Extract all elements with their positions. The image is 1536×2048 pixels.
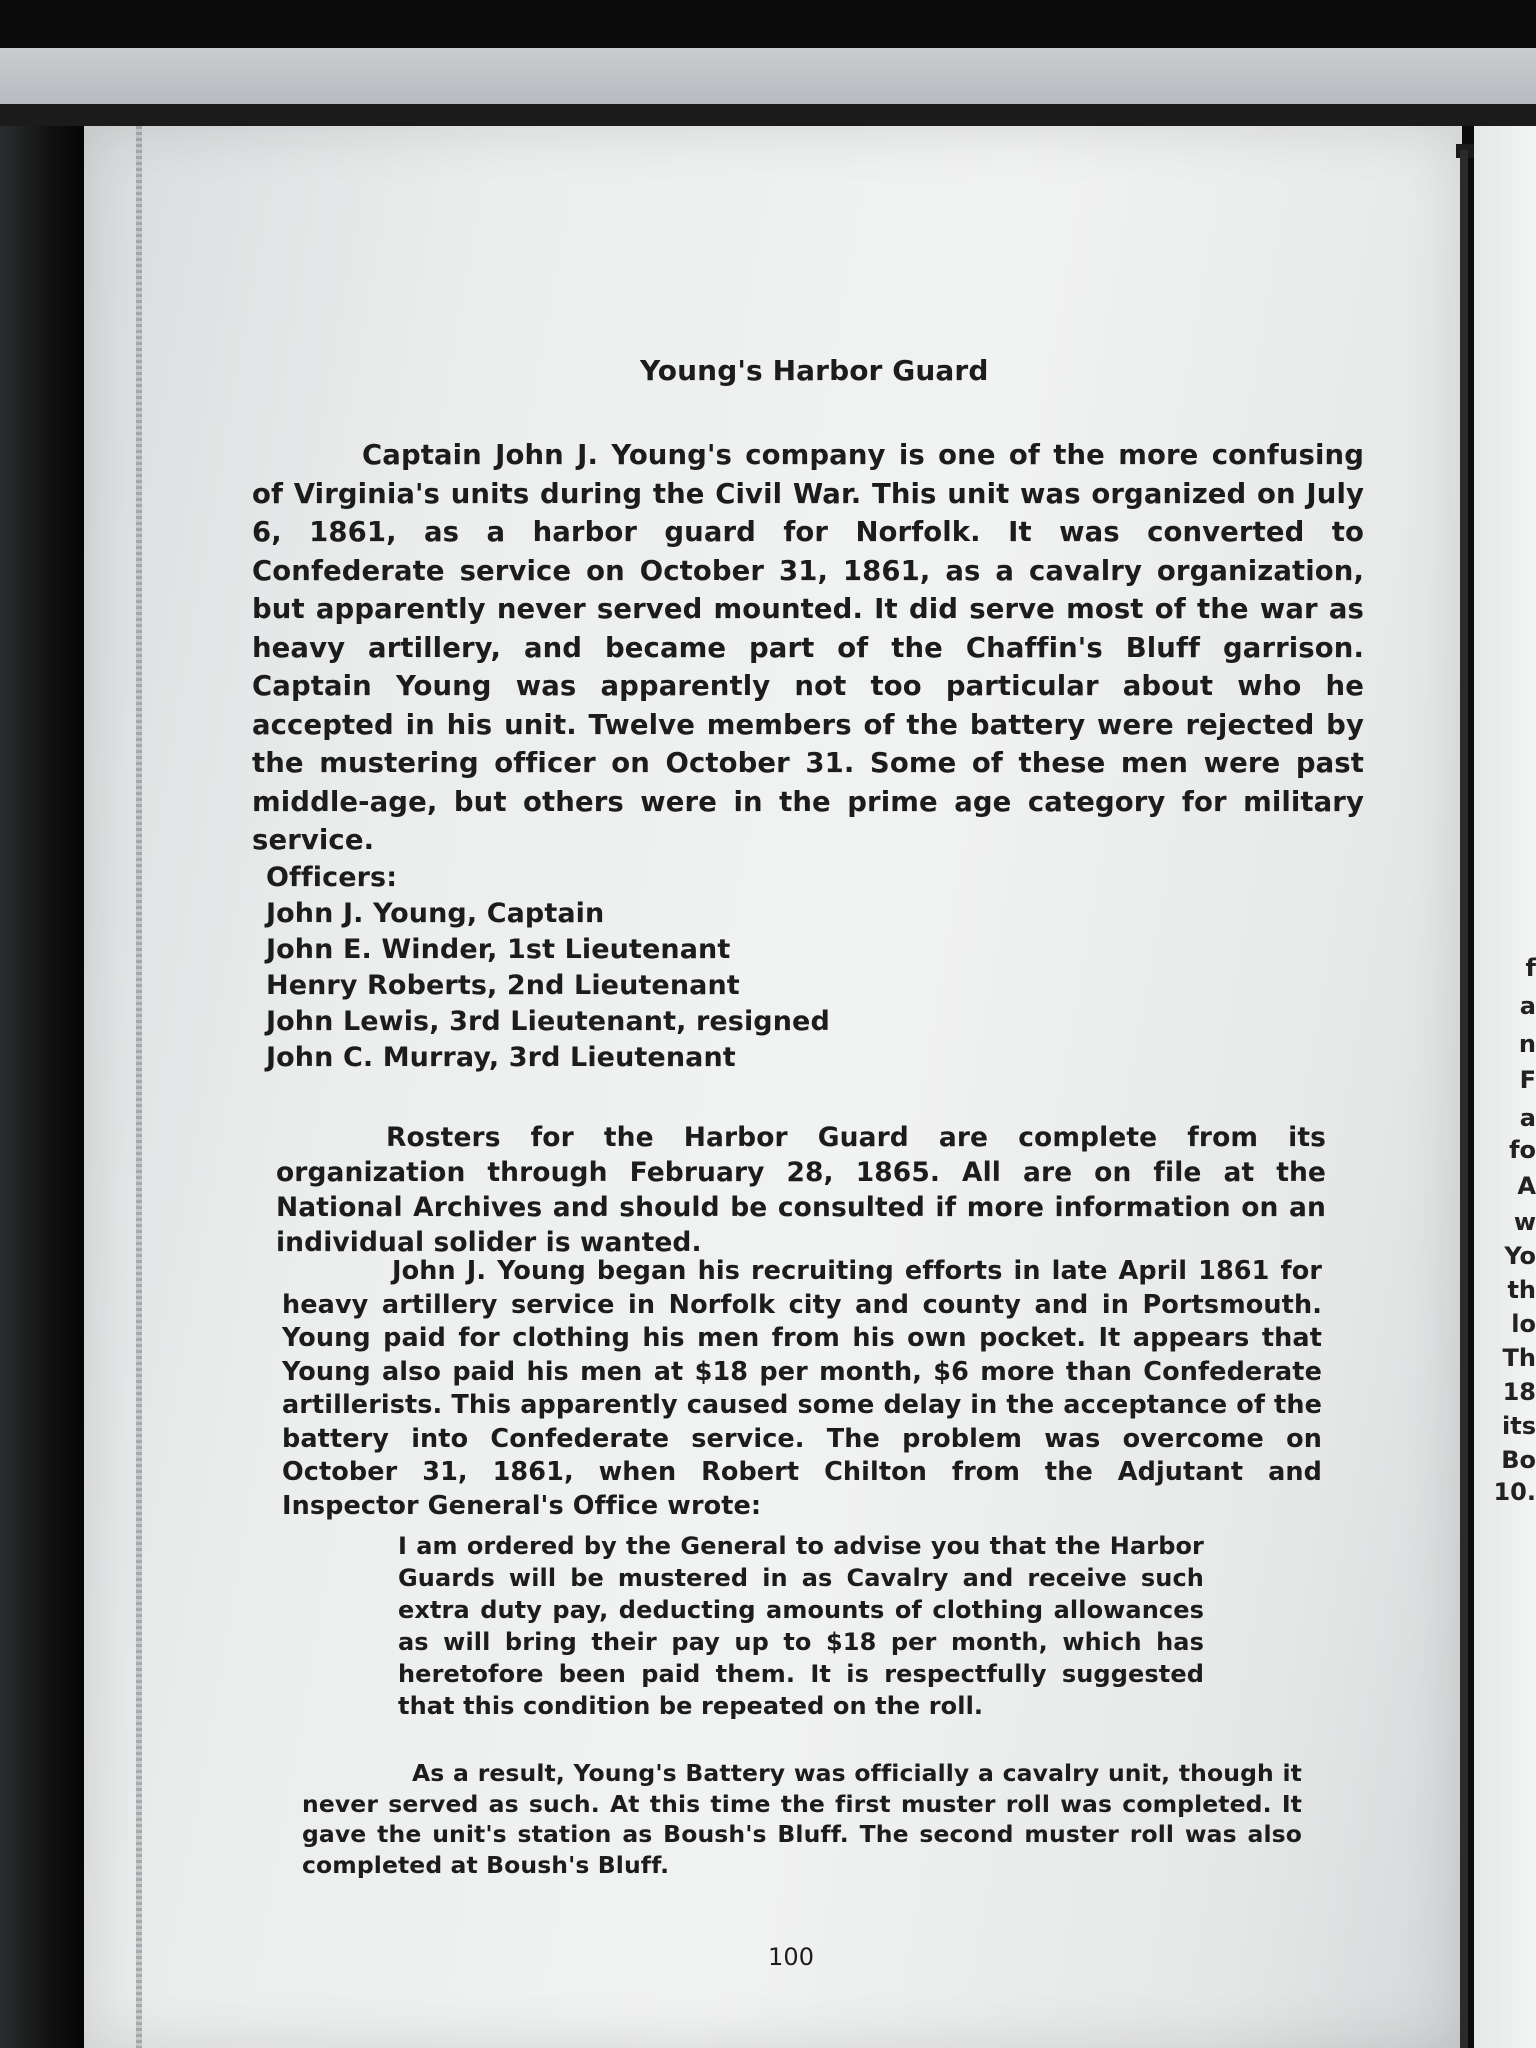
paragraph-recruiting: John J. Young began his recruiting efforts in late April 1861 for heavy artillery service in Norfolk city and county and in Portsmouth. Young paid for clothing his men from his own pocket. It appears that Young also paid his men at $18 per month, $6 more than Confederate artillerists. This apparently caused some delay in the acceptance of the battery into Confederate service. The problem was overcome on October 31, 1861, when Robert Chilton from the Adjutant and Inspector General's Office wrote: — [282, 1256, 1322, 1521]
viewer-top-bar — [0, 48, 1536, 104]
paragraph-rosters: Rosters for the Harbor Guard are complete from its organization through February 28, 1865. All are on file at the National Archives and should be consulted if more information on an individual solider is wanted. — [276, 1122, 1326, 1258]
officer-item: John E. Winder, 1st Lieutenant — [266, 934, 731, 965]
paragraph-intro: Captain John J. Young's company is one of the more confusing of Virginia's units during the Civil War. This unit was organized on July 6, 1861, as a harbor guard for Norfolk. It was converted to Confederate service on October 31, 1861, as a cavalry organization, but apparently never served mounted. It did serve most of the war as heavy artillery, and became part of the Chaffin's Bluff garrison. Captain Young was apparently not too particular about who he accepted in his unit. Twelve members of the battery were rejected by the mustering officer on October 31. Some of these men were past middle-age, but others were in the prime age category for military service. — [252, 439, 1364, 856]
officer-item: John J. Young, Captain — [266, 898, 605, 929]
neighbor-text-fragment: a — [1519, 994, 1536, 1018]
officer-item: John Lewis, 3rd Lieutenant, resigned — [266, 1006, 830, 1037]
officer-item: Henry Roberts, 2nd Lieutenant — [266, 970, 740, 1001]
page-divider — [1460, 150, 1468, 2048]
neighbor-text-fragment: f — [1525, 956, 1536, 980]
page-number: 100 — [768, 1943, 815, 1971]
neighbor-text-fragment: fo — [1509, 1138, 1536, 1162]
neighbor-text-fragment: 18 — [1502, 1380, 1536, 1404]
officers-heading: Officers: — [266, 862, 398, 893]
block-quote: I am ordered by the General to advise you that the Harbor Guards will be mustered in as Cavalry and receive such extra duty pay, deducting amounts of clothing allowances as will bring their pay up to $18 per month, which has heretofore been paid them. It is respectfully suggested that this condition be repeated on the roll. — [398, 1532, 1204, 1720]
neighbor-text-fragment: 10. — [1493, 1480, 1536, 1504]
neighbor-text-fragment: Bo — [1501, 1448, 1536, 1472]
viewer-left-gutter — [0, 126, 84, 2048]
neighbor-text-fragment: th — [1507, 1278, 1536, 1302]
neighbor-text-fragment: its — [1502, 1414, 1536, 1438]
viewer-top-strip — [0, 104, 1536, 126]
neighbor-text-fragment: A — [1517, 1174, 1536, 1198]
neighbor-text-fragment: w — [1513, 1210, 1536, 1234]
page-binding-edge — [136, 126, 142, 2048]
neighbor-text-fragment: Yo — [1504, 1244, 1536, 1268]
neighbor-text-fragment: a — [1519, 1106, 1536, 1130]
paragraph-result: As a result, Young's Battery was officially a cavalry unit, though it never served as such. At this time the first muster roll was completed. It gave the unit's station as Boush's Bluff. The second muster roll was also completed at Boush's Bluff. — [302, 1759, 1302, 1879]
neighbor-text-fragment: F — [1519, 1068, 1536, 1092]
page-title: Young's Harbor Guard — [640, 354, 989, 387]
officers-list — [266, 860, 966, 1076]
officer-item: John C. Murray, 3rd Lieutenant — [266, 1042, 736, 1073]
neighbor-page — [1474, 126, 1536, 2048]
neighbor-text-fragment: lo — [1511, 1312, 1536, 1336]
neighbor-text-fragment: n — [1518, 1032, 1536, 1056]
neighbor-text-fragment: Th — [1502, 1346, 1536, 1370]
